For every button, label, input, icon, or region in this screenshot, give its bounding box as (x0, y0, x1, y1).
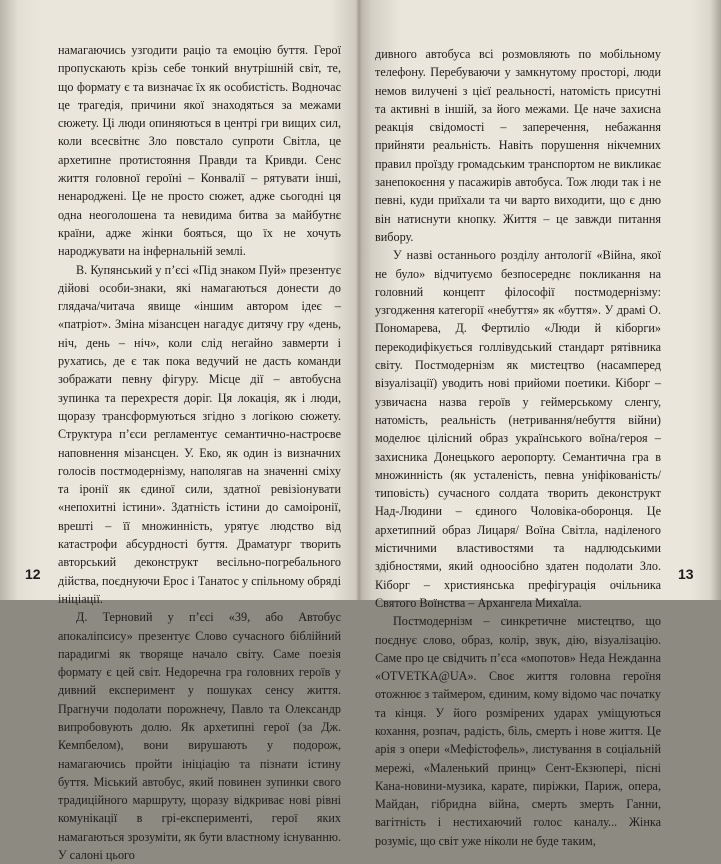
page-number-left: 12 (25, 566, 41, 582)
paragraph: дивного автобуса всі розмовляють по мобільному телефону. Перебуваючи у замкнутому просторі, люди немов вилучені з цієї реальності, натомість присутні та активні в іншій, за його межами. Це наче захисна реакція свідомості – заперечення, небажання прийняти реальність. Навіть порушення нікчемних правил проїзду громадським транспортом не викликає занепокоєння у пасажирів автобуса. Тож люди так і не певні, куди приїхали та чи варто виходити, що є дню він натиснути кнопку. Життя – це завжди питання вибору. (375, 47, 661, 244)
paragraph: Постмодернізм – синкретичне мистецтво, що поєднує слово, образ, колір, звук, дію, візуалізацію. Саме про це свідчить п’єса «мопотов» Неда Нежданна «OTVETKA@UA». Своє життя головна героїня отожнює з таймером, єдиним, кому відомо час початку та кінця. У його розмірених ударах уміщуються кохання, розпач, радість, біль, смерть і нове життя. Це арія з опери «Мефістофель», листування в соціальній мережі, «Маленький принц» Сент-Екзюпері, пісні Кана-новини-музика, карате, пиріжки, Париж, опера, Майдан, гібридна війна, смерть змерть Ганни, вагітність і нестихаючий голос каналу... Жінка розуміє, що світ уже ніколи не буде таким, (375, 614, 661, 848)
right-page (362, 0, 721, 848)
paragraph: Д. Терновий у п’єсі «39, або Автобус апокаліпсису» презентує Слово сучасного біблійний парадигмі як творяще начало світу. Саме поезія формату є цей світ. Недоречна гра головних героїв у дивний експеримент у пошуках сенсу життя. Прагнучи подолати порожнечу, Павло та Олександр випробовують долю. Як архетипні герої (за Дж. Кемпбелом), вони вирушають у подорож, намагаючись пройти ініціацію та пізнати істину буття. Міський автобус, який повинен зупинки свого традиційного маршруту, щоразу відкриває нові рівні комунікації в грі-експерименті, герої яких намагаються зрозуміти, як бути властному існуванню. У салоні цього (58, 610, 341, 863)
paragraph: В. Купянський у п’єсі «Під знаком Пуй» презентує дійові особи-знаки, які намагаються донести до глядача/читача явище «іншим автором ідеє – «патріот». Зміна мізансцен нагадує дитячу гру «день, ніч, день – ніч», коли слід негайно завмерти і рухатись, де є так пока ведучий не дасть команди зображати певну фігуру. Місце дії – автобусна зупинка та перехрестя доріг. Ця локація, як і люди, щоразу трансформуються згідно з логікою сюжету. Структура п’єси регламентує семантично-настроєве наповнення мізансцен. У. Еко, як один із визначних голосів постмодернізму, наполягав на значенні сміху та іронії як єдиної сили, здатної ревізіонувати «непохитні істини». Здатність істини до самоіронії, врешті – її множинність, урятує людство від катастрофи абсурдності буття. Драматург творить авторський деконструкт весільно-погребального дійства, поєднуючи Ерос і Танатос у спільному обряді ініціації. (58, 262, 341, 606)
left-page (0, 0, 360, 863)
left-page-text (58, 41, 341, 864)
paragraph: У назві останнього розділу антології «Війна, якої не було» відчитуємо безпосереднє покликання на головний концепт філософії постмодернізму: узгодження категорії «небуття» як «буття». У драмі О. Пономарева, Д. Фертиліо «Люди й кіборги» перекодифікується голлівудський стандарт рятівника світу. Постмодернізм як мистецтво (насамперед візуалізації) уводить нові прийоми поетики. Кіборг – узвичаєна назва героїв у геймерському сленгу, натомість, реальність (нетривання/небуття війни) моделює цілісний образ українського воїна/героя – захисника Донецького аеропорту. Семантична гра в множинність (як усталеність, певна уніфікованість/типовість) сучасного солдата творить деконструкт Над-Людини – єдиного Чоловіка-оборонця. Це архетипний образ Лицаря/ Воїна Світла, наділеного містичними властивостями та надлюдськими здібностями, який одноосібно здатен подолати Зло. Кіборг – християнська префігурація очільника Святого Воїнства – Архангела Михаїла. (375, 248, 661, 610)
paragraph: намагаючись узгодити раціо та емоцію буття. Герої пропускають крізь себе тонкий внутрішній світ, те, що формату є та визначає їх як особистість. Водночас це трагедія, причини якої знаходяться за межами сюжету. Ці люди опиняються в центрі гри вищих сил, коли всесвітнє Зло повстало супроти Світла, це архетипне протистояння Правди та Кривди. Сенс життя головної героїні – Конвалії – рятувати інші, ненароджені. Це не просто сюжет, адже сьогодні ця одна неоголошена та невидима битва за майбутнє країни, адже жінки бояться, що їх не хочуть народжувати на інфернальній землі. (58, 43, 341, 259)
page-number-right: 13 (678, 566, 694, 582)
right-page-text (375, 45, 661, 850)
